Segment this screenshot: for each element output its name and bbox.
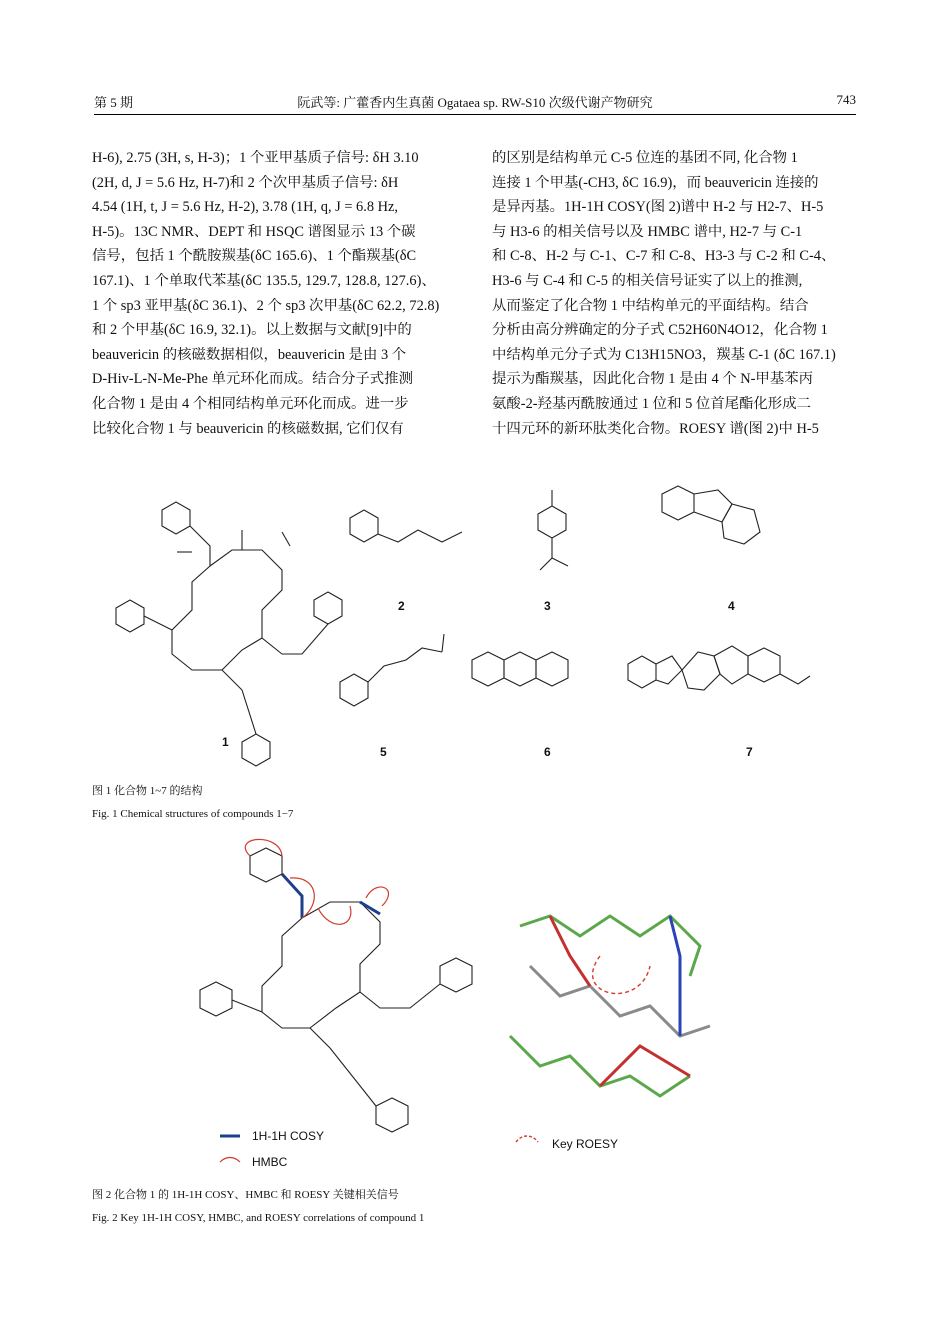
text-line: 和 2 个甲基(δC 16.9, 32.1)。以上数据与文献[9]中的	[92, 322, 412, 339]
text-column-left	[92, 146, 458, 441]
text-line: 167.1)、1 个单取代苯基(δC 135.5, 129.7, 128.8, 127.6)、	[92, 272, 436, 289]
text-line: 与 H3-6 的相关信号以及 HMBC 谱中, H2-7 与 C-1	[492, 223, 803, 240]
text-line: 是异丙基。1H-1H COSY(图 2)谱中 H-2 与 H2-7、H-5	[492, 199, 824, 216]
figure-1-structures	[92, 470, 862, 770]
text-line: 氨酸-2-羟基丙酰胺通过 1 位和 5 位首尾酯化形成二	[492, 395, 811, 412]
compound-label-6: 6	[544, 745, 551, 759]
compound-4-drawing	[662, 486, 760, 544]
page-number: 743	[836, 92, 856, 107]
text-line: 分析由高分辨确定的分子式 C52H60N4O12，化合物 1	[492, 322, 828, 339]
text-line: 从而鉴定了化合物 1 中结构单元的平面结构。结合	[492, 297, 809, 314]
text-line: 比较化合物 1 与 beauvericin 的核磁数据, 它们仅有	[92, 420, 404, 437]
figure-2-caption-en: Fig. 2 Key 1H-1H COSY, HMBC, and ROESY correlations of compound 1	[92, 1212, 425, 1224]
text-line: 的区别是结构单元 C-5 位连的基团不同, 化合物 1	[492, 150, 798, 166]
text-line: beauvericin 的核磁数据相似，beauvericin 是由 3 个	[92, 346, 407, 363]
text-line: 提示为酯羰基，因此化合物 1 是由 4 个 N-甲基苯丙	[492, 371, 813, 388]
roesy-correlation	[593, 956, 650, 994]
compound-1-drawing	[116, 502, 342, 766]
compound-label-4: 4	[728, 599, 735, 613]
running-title: 阮武等: 广藿香内生真菌 Ogataea sp. RW-S10 次级代谢产物研究	[297, 95, 653, 110]
compound-5-drawing	[340, 634, 444, 706]
text-line: (2H, d, J = 5.6 Hz, H-7)和 2 个次甲基质子信号: δH	[92, 174, 399, 191]
text-line: 十四元环的新环肽类化合物。ROESY 谱(图 2)中 H-5	[492, 420, 819, 437]
figure-2-caption-cn: 图 2 化合物 1 的 1H-1H COSY、HMBC 和 ROESY 关键相关信号	[92, 1189, 399, 1201]
compound-label-5: 5	[380, 745, 387, 759]
compound-3-drawing	[538, 490, 568, 570]
running-header	[94, 88, 856, 115]
issue-number: 第 5 期	[94, 95, 134, 110]
text-line: 和 C-8、H-2 与 C-1、C-7 和 C-8、H3-3 与 C-2 和 C-4、	[492, 248, 836, 265]
figure-2-correlations	[170, 836, 810, 1176]
text-line: H3-6 与 C-4 和 C-5 的相关信号证实了以上的推测,	[492, 272, 803, 289]
text-line: 中结构单元分子式为 C13H15NO3，羰基 C-1 (δC 167.1)	[492, 346, 836, 363]
text-line: 化合物 1 是由 4 个相同结构单元环化而成。进一步	[92, 395, 409, 412]
compound-label-7: 7	[746, 745, 753, 759]
legend-hmbc: HMBC	[252, 1155, 288, 1169]
text-line: D-Hiv-L-N-Me-Phe 单元环化而成。结合分子式推测	[92, 371, 413, 388]
compound-label-2: 2	[398, 599, 405, 613]
text-line: 信号，包括 1 个酰胺羰基(δC 165.6)、1 个酯羰基(δC	[92, 248, 417, 265]
text-line: 连接 1 个甲基(-CH3, δC 16.9)，而 beauvericin 连接的	[492, 174, 819, 191]
compound-2-drawing	[350, 510, 462, 542]
text-line: 1 个 sp3 亚甲基(δC 36.1)、2 个 sp3 次甲基(δC 62.2, 72.8)	[92, 297, 440, 314]
3d-model-drawing	[510, 916, 710, 1096]
figure-1-caption-cn: 图 1 化合物 1~7 的结构	[92, 785, 203, 797]
text-column-right	[492, 146, 858, 441]
compound-7-drawing	[628, 646, 810, 690]
compound-6-drawing	[472, 652, 568, 686]
compound-label-3: 3	[544, 599, 551, 613]
legend-cosy: 1H-1H COSY	[252, 1129, 325, 1143]
text-line: H-5)。13C NMR、DEPT 和 HSQC 谱图显示 13 个碳	[92, 223, 416, 240]
text-line: 4.54 (1H, t, J = 5.6 Hz, H-2), 3.78 (1H, q, J = 6.8 Hz,	[92, 199, 399, 216]
compound-label-1: 1	[222, 735, 229, 749]
figure-1-caption-en: Fig. 1 Chemical structures of compounds 1−7	[92, 808, 294, 820]
compound-1-correlation-drawing	[200, 848, 472, 1132]
text-line: H-6), 2.75 (3H, s, H-3)；1 个亚甲基质子信号: δH 3.10	[92, 150, 419, 166]
cosy-bonds	[282, 874, 380, 918]
legend-roesy: Key ROESY	[552, 1137, 619, 1151]
